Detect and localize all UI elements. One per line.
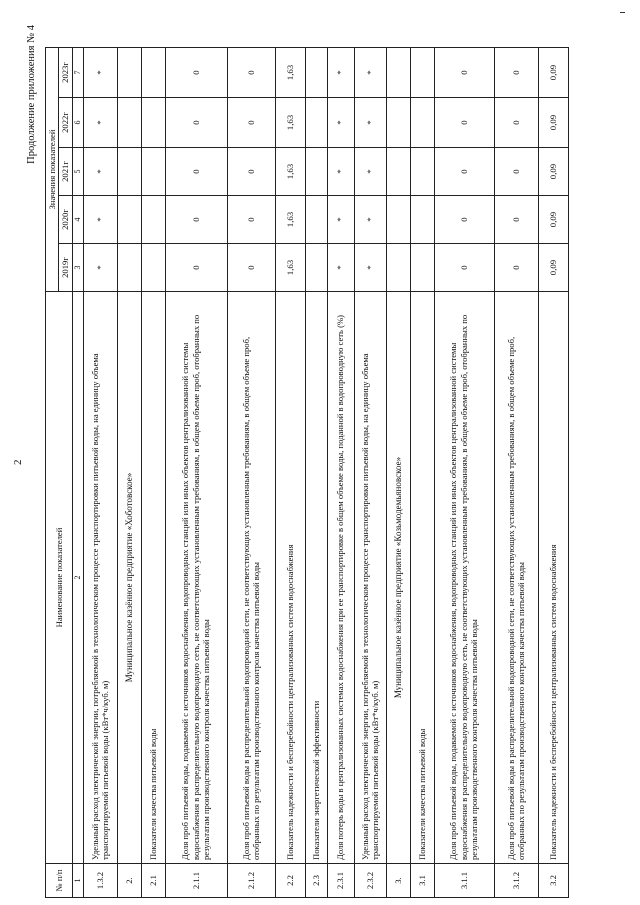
table-row [538, 47, 568, 897]
table-row [354, 47, 386, 897]
column-number: 5 [72, 148, 83, 196]
value-cell: 0 [494, 196, 538, 244]
empty-cell [410, 47, 434, 97]
value-cell: 1,63 [275, 98, 305, 148]
empty-cell [386, 47, 410, 97]
value-cell: 0 [434, 47, 494, 97]
value-cell: 0 [227, 47, 275, 97]
col-num-header: № п/п [46, 864, 73, 898]
empty-cell [141, 244, 165, 292]
empty-cell [386, 244, 410, 292]
column-number: 3 [72, 244, 83, 292]
value-cell: * [354, 148, 386, 196]
empty-cell [386, 148, 410, 196]
table-row [275, 47, 305, 897]
empty-cell [410, 98, 434, 148]
column-number: 6 [72, 98, 83, 148]
year-header: 2021г [59, 148, 72, 196]
table-row [434, 47, 494, 897]
value-cell: 0,09 [538, 148, 568, 196]
value-cell: 0 [227, 148, 275, 196]
scan-mark [620, 12, 625, 13]
organization-heading: Муниципальное казённое предприятие «Хоботовское» [117, 292, 141, 864]
value-cell: 1,63 [275, 244, 305, 292]
table-row [494, 47, 538, 897]
row-number: 3. [386, 864, 410, 898]
row-number: 2.1.2 [227, 864, 275, 898]
row-number: 2.3 [305, 864, 327, 898]
table-row [305, 47, 327, 897]
indicator-name: Удельный расход электрической энергии, потребляемой в технологическом процессе транспортировки питьевой воды, на единицу объема транспортируемой питьевой воды (кВт*ч/куб. м) [83, 292, 117, 864]
section-name: Показатели качества питьевой воды [141, 292, 165, 864]
value-cell: 1,63 [275, 148, 305, 196]
value-cell: 0 [434, 98, 494, 148]
column-number: 2 [72, 292, 83, 864]
value-cell: * [354, 98, 386, 148]
table-row [410, 47, 434, 897]
value-cell: 0 [434, 196, 494, 244]
value-cell: 0,09 [538, 47, 568, 97]
empty-cell [141, 196, 165, 244]
row-number: 2.2 [275, 864, 305, 898]
indicator-name: Доля проб питьевой воды в распределительной водопроводной сети, не соответствующих установленным требованиям, в общем объеме проб, отобранных по результатам производственного контроля качества питьевой воды [494, 292, 538, 864]
value-cell: * [354, 244, 386, 292]
row-number: 2.1 [141, 864, 165, 898]
value-cell: 0 [434, 244, 494, 292]
indicator-name: Доля проб питьевой воды, подаваемой с источников водоснабжения, водопроводных станций или иных объектов централизованной системы водоснабжения в распределительную водопроводную сеть, не соответствующих установленным требованиям, в общем объеме проб, отобранных по результатам производственного контроля качества питьевой воды [165, 292, 227, 864]
value-cell: 0 [165, 244, 227, 292]
col-name-header: Наименование показателей [46, 292, 73, 864]
continuation-note: Продолжение приложения № 4 [26, 25, 37, 164]
table-row [165, 47, 227, 897]
col-values-header: Значения показателей [46, 47, 59, 291]
year-header: 2020г [59, 196, 72, 244]
indicator-name: Доля проб питьевой воды в распределительной водопроводной сети, не соответствующих установленным требованиям, в общем объеме проб, отобранных по результатам производственного контроля качества питьевой воды [227, 292, 275, 864]
empty-cell [117, 47, 141, 97]
value-cell: * [83, 148, 117, 196]
column-number: 4 [72, 196, 83, 244]
value-cell: * [83, 98, 117, 148]
value-cell: 0 [227, 244, 275, 292]
value-cell: 0 [227, 196, 275, 244]
row-number: 2.3.2 [354, 864, 386, 898]
value-cell: * [354, 196, 386, 244]
empty-cell [305, 196, 327, 244]
indicator-name: Показатель надежности и бесперебойности централизованных систем водоснабжения [275, 292, 305, 864]
value-cell: 1,63 [275, 47, 305, 97]
value-cell: * [327, 148, 354, 196]
empty-cell [305, 244, 327, 292]
column-number: 1 [72, 864, 83, 898]
value-cell: 0 [165, 148, 227, 196]
row-number: 1.3.2 [83, 864, 117, 898]
value-cell: * [83, 196, 117, 244]
value-cell: 0 [165, 47, 227, 97]
section-name: Показатели качества питьевой воды [410, 292, 434, 864]
row-number: 3.2 [538, 864, 568, 898]
empty-cell [305, 148, 327, 196]
value-cell: * [327, 196, 354, 244]
organization-heading: Муниципальное казённое предприятие «Козьмодемьяновское» [386, 292, 410, 864]
value-cell: 0 [434, 148, 494, 196]
value-cell: 1,63 [275, 196, 305, 244]
empty-cell [386, 98, 410, 148]
indicator-name: Удельный расход электрической энергии, потребляемой в технологическом процессе транспортировки питьевой воды, на единицу объема транспортируемой питьевой воды (кВт*ч/куб. м) [354, 292, 386, 864]
value-cell: 0 [165, 98, 227, 148]
table-row [83, 47, 117, 897]
indicator-name: Доля проб питьевой воды, подаваемой с источников водоснабжения, водопроводных станций или иных объектов централизованной системы водоснабжения в распределительную водопроводную сеть, не соответствующих установленным требованиям, в общем объеме проб, отобранных по результатам производственного контроля качества питьевой воды [434, 292, 494, 864]
row-number: 3.1.2 [494, 864, 538, 898]
page-number: 2 [12, 459, 24, 465]
empty-cell [410, 148, 434, 196]
indicator-name: Показатель надежности и бесперебойности централизованных систем водоснабжения [538, 292, 568, 864]
empty-cell [141, 148, 165, 196]
table-row [117, 47, 141, 897]
table-row [227, 47, 275, 897]
empty-cell [305, 47, 327, 97]
row-number: 3.1 [410, 864, 434, 898]
table-row [327, 47, 354, 897]
table-row [386, 47, 410, 897]
section-name: Показатели энергетической эффективности [305, 292, 327, 864]
value-cell: * [354, 47, 386, 97]
value-cell: 0,09 [538, 196, 568, 244]
row-number: 3.1.1 [434, 864, 494, 898]
empty-cell [305, 98, 327, 148]
value-cell: * [83, 47, 117, 97]
value-cell: 0,09 [538, 244, 568, 292]
value-cell: 0 [494, 98, 538, 148]
year-header: 2023г [59, 47, 72, 97]
value-cell: 0,09 [538, 98, 568, 148]
value-cell: * [327, 244, 354, 292]
year-header: 2022г [59, 98, 72, 148]
column-number: 7 [72, 47, 83, 97]
indicator-name: Доля потерь воды в централизованных системах водоснабжения при ее транспортировке в общем объеме воды, поданной в водопроводную сеть (%) [327, 292, 354, 864]
empty-cell [141, 47, 165, 97]
empty-cell [117, 148, 141, 196]
value-cell: * [83, 244, 117, 292]
value-cell: * [327, 47, 354, 97]
empty-cell [117, 196, 141, 244]
empty-cell [117, 98, 141, 148]
value-cell: 0 [165, 196, 227, 244]
empty-cell [117, 244, 141, 292]
empty-cell [386, 196, 410, 244]
value-cell: 0 [494, 244, 538, 292]
empty-cell [410, 196, 434, 244]
table-row [141, 47, 165, 897]
table-body [83, 47, 568, 897]
value-cell: 0 [227, 98, 275, 148]
row-number: 2. [117, 864, 141, 898]
indicators-table [45, 47, 569, 898]
value-cell: 0 [494, 148, 538, 196]
row-number: 2.3.1 [327, 864, 354, 898]
empty-cell [141, 98, 165, 148]
row-number: 2.1.1 [165, 864, 227, 898]
value-cell: 0 [494, 47, 538, 97]
year-header: 2019г [59, 244, 72, 292]
empty-cell [410, 244, 434, 292]
value-cell: * [327, 98, 354, 148]
